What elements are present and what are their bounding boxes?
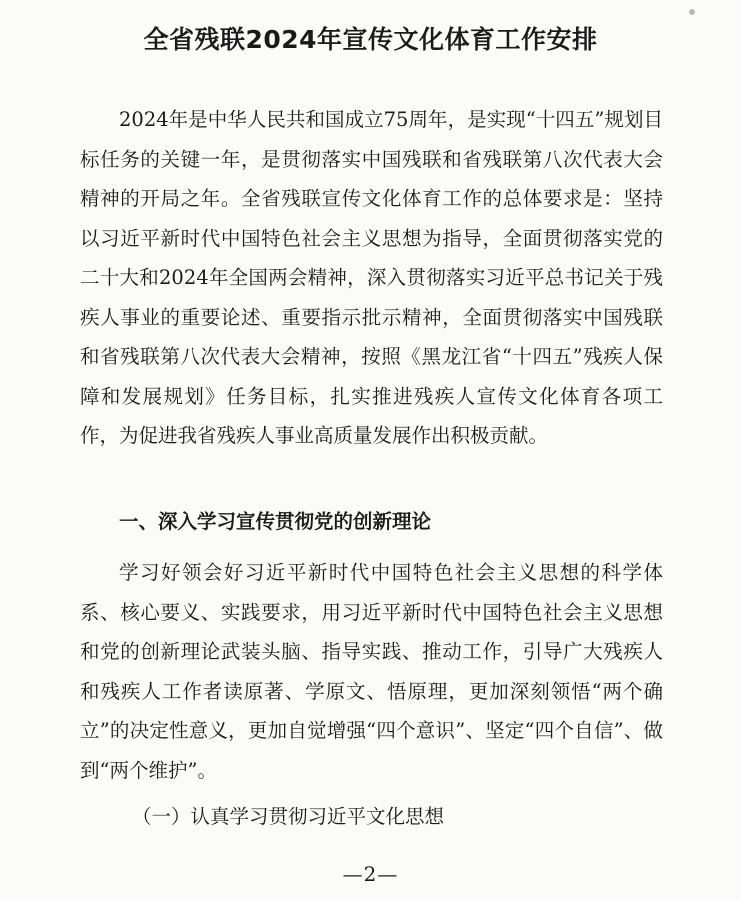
page-number: —2— [342, 862, 399, 886]
subsection-heading-1: （一）认真学习贯彻习近平文化思想 [132, 805, 445, 828]
document-title: 全省残联2024年宣传文化体育工作安排 [143, 25, 598, 54]
scan-speck [689, 9, 695, 15]
section-1-paragraph: 学习好领会好习近平新时代中国特色社会主义思想的科学体系、核心要义、实践要求，用习近平新时代中国特色社会主义思想和党的创新理论武装头脑、指导实践、推动工作，引导广大残疾人和残疾人工作者读原著、学原文、悟原理，更加深刻领悟“两个确立”的决定性意义，更加自觉增强“四个意识”、坚定“四个自信”、做到“两个维护”。 [80, 561, 663, 782]
intro-paragraph: 2024年是中华人民共和国成立75周年，是实现“十四五”规划目标任务的关键一年，是贯彻落实中国残联和省残联第八次代表大会精神的开局之年。全省残联宣传文化体育工作的总体要求是：坚持以习近平新时代中国特色社会主义思想为指导，全面贯彻落实党的二十大和2024年全国两会精神，深入贯彻落实习近平总书记关于残疾人事业的重要论述、重要指示批示精神，全面贯彻落实中国残联和省残联第八次代表大会精神，按照《黑龙江省“十四五”残疾人保障和发展规划》任务目标，扎实推进残疾人宣传文化体育各项工作，为促进我省残疾人事业高质量发展作出积极贡献。 [80, 108, 663, 447]
section-heading-1: 一、深入学习宣传贯彻党的创新理论 [119, 510, 432, 533]
